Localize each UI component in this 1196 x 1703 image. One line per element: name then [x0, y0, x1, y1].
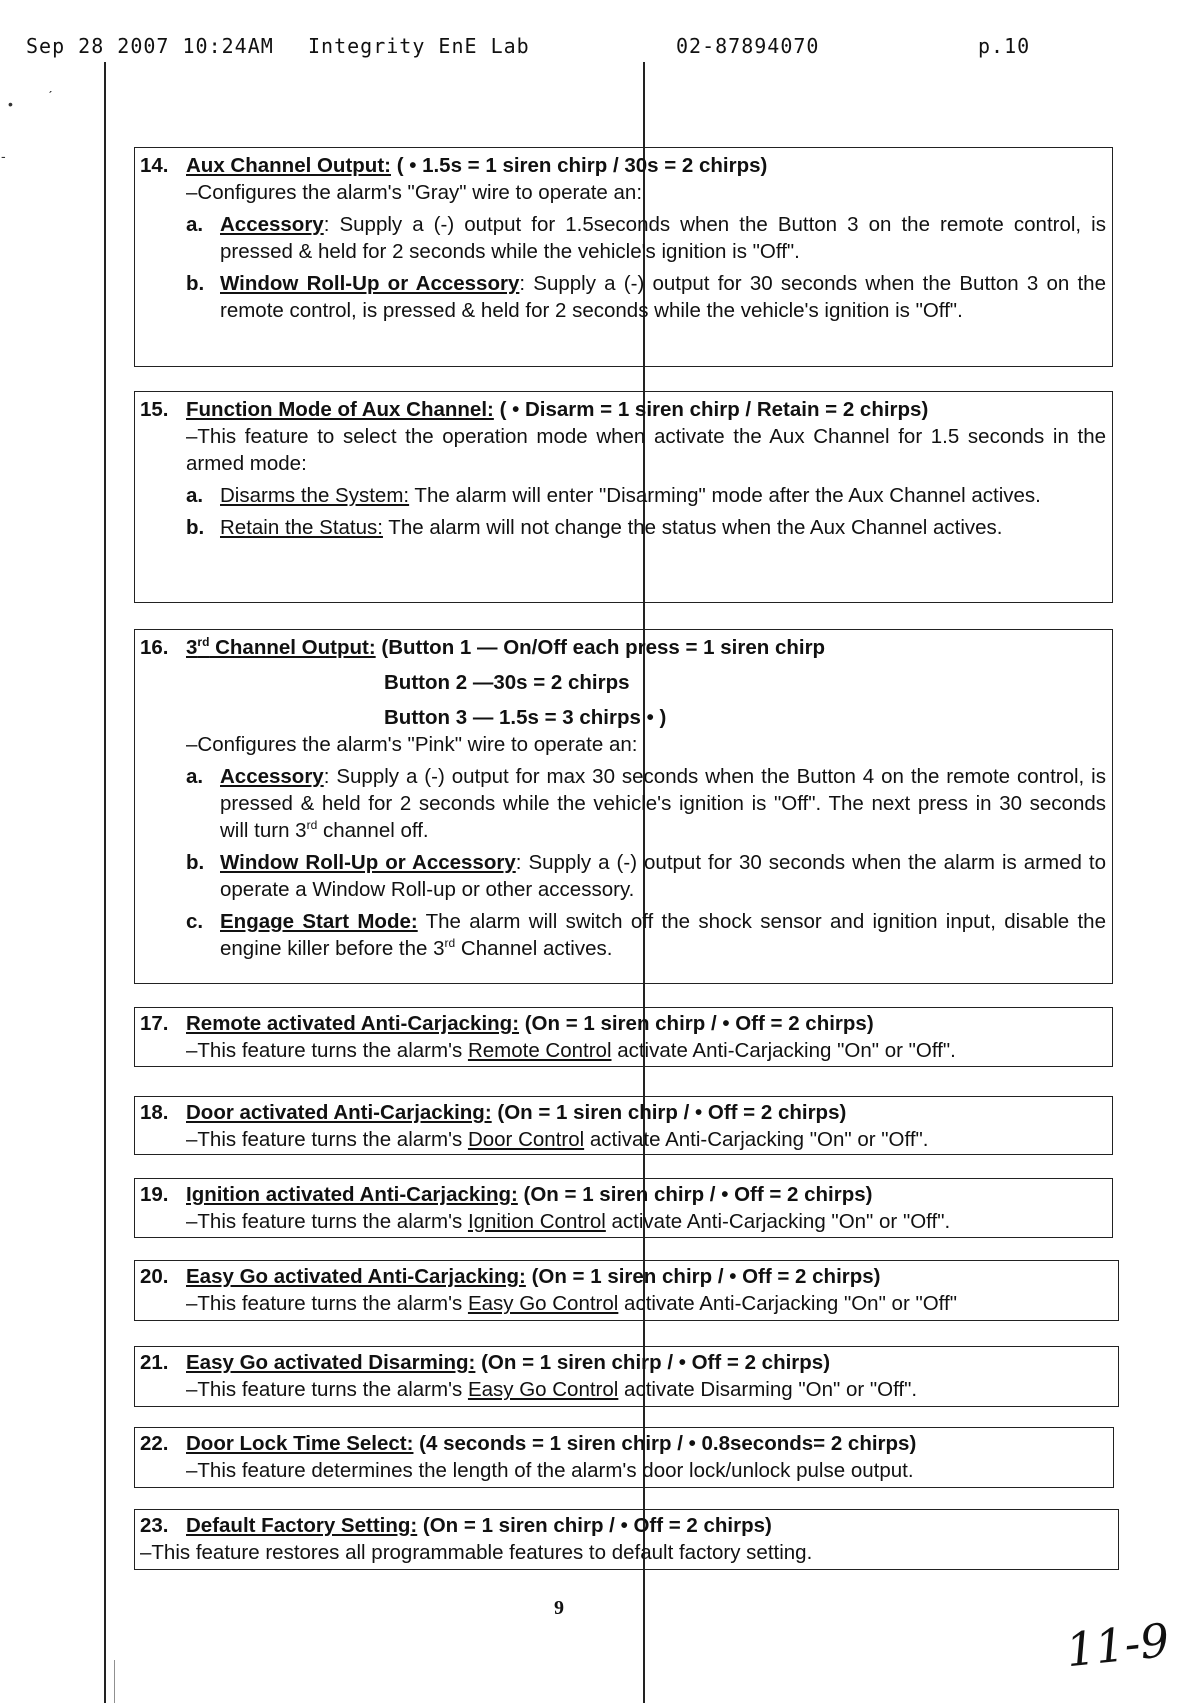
section-22-setting: (4 seconds = 1 siren chirp / • 0.8seconds= 2 chirps) [413, 1432, 917, 1455]
item-text: The alarm will not change the status when the Aux Channel actives. [382, 516, 1003, 539]
item-label: Accessory [220, 213, 324, 236]
item-label: Disarms the System: [220, 484, 410, 507]
section-15-item-a: a. Disarms the System: The alarm will enter "Disarming" mode after the Aux Channel actives. [186, 484, 1041, 507]
section-17-title: Remote activated Anti-Carjacking: [186, 1012, 520, 1035]
section-14-title-row [140, 152, 1106, 179]
section-23: 23. Default Factory Setting: (On = 1 siren chirp / • Off = 2 chirps) –This feature restores all programmable features to default factory setting. [134, 1509, 1119, 1570]
section-16-title-row [140, 634, 1106, 661]
section-19: 19. Ignition activated Anti-Carjacking: (On = 1 siren chirp / • Off = 2 chirps) –This feature turns the alarm's Ignition Control activate Anti-Carjacking "On" or "Off". [134, 1178, 1113, 1238]
section-14-item-a: a. Accessory: Supply a (-) output for 1.5seconds when the Button 3 on the remote control, is pressed & held for 2 seconds while the vehicle's ignition is "Off". [186, 213, 1106, 263]
section-23-description: –This feature restores all programmable features to default factory setting. [140, 1541, 813, 1564]
section-23-setting: (On = 1 siren chirp / • Off = 2 chirps) [417, 1514, 772, 1537]
section-14-description: –Configures the alarm's "Gray" wire to operate an: [186, 181, 643, 204]
item-text: : Supply a (-) output for 30 seconds when the Button 3 on the remote control, is pressed & held for 2 seconds while the vehicle's ignition is "Off". [220, 272, 1106, 322]
scan-speck: - [1, 148, 6, 164]
scan-line-left-faint [114, 1660, 115, 1703]
section-19-setting: (On = 1 siren chirp / • Off = 2 chirps) [517, 1183, 873, 1206]
fax-phone: 02-87894070 [676, 34, 820, 58]
section-16-setting-1: (Button 1 — On/Off each press = 1 siren chirp [381, 636, 826, 659]
section-23-title: Default Factory Setting: [186, 1514, 418, 1537]
item-label: Engage Start Mode: [220, 910, 418, 933]
section-16-description: –Configures the alarm's "Pink" wire to operate an: [186, 733, 638, 756]
section-16-item-b: b. Window Roll-Up or Accessory: Supply a (-) output for 30 seconds when the alarm is armed to operate a Window Roll-up or other accessory. [186, 851, 1106, 901]
fax-sender: Integrity EnE Lab [308, 34, 530, 58]
section-16-setting-2: Button 2 —30s = 2 chirps [384, 671, 630, 694]
fax-page: p.10 [978, 34, 1031, 58]
handwritten-note: 11-9 [1063, 1612, 1172, 1678]
item-text: : Supply a (-) output for 1.5seconds when the Button 3 on the remote control, is pressed & held for 2 seconds while the vehicle's ignition is "Off". [220, 213, 1106, 263]
scan-speck: • [8, 96, 13, 112]
scan-speck: ˊ [48, 88, 53, 104]
section-21-setting: (On = 1 siren chirp / • Off = 2 chirps) [475, 1351, 831, 1374]
section-17-description: –This feature turns the alarm's Remote Control activate Anti-Carjacking "On" or "Off". [186, 1039, 956, 1062]
section-14-item-b: b. Window Roll-Up or Accessory: Supply a (-) output for 30 seconds when the Button 3 on the remote control, is pressed & held for 2 seconds while the vehicle's ignition is "Off". [186, 272, 1106, 322]
section-14 [134, 147, 1113, 367]
item-label: Accessory [220, 765, 324, 788]
section-15-title: Function Mode of Aux Channel: [186, 398, 494, 421]
section-22-description: –This feature determines the length of the alarm's door lock/unlock pulse output. [186, 1459, 914, 1482]
section-18-description: –This feature turns the alarm's Door Control activate Anti-Carjacking "On" or "Off". [186, 1128, 929, 1151]
section-16-setting-3: Button 3 — 1.5s = 3 chirps • ) [384, 706, 667, 729]
section-20-setting: (On = 1 siren chirp / • Off = 2 chirps) [525, 1265, 881, 1288]
section-21-title: Easy Go activated Disarming: [186, 1351, 476, 1374]
section-20-title: Easy Go activated Anti-Carjacking: [186, 1265, 526, 1288]
section-21: 21. Easy Go activated Disarming: (On = 1 siren chirp / • Off = 2 chirps) –This feature turns the alarm's Easy Go Control activate Disarming "On" or "Off". [134, 1346, 1119, 1407]
section-16-item-c: c. Engage Start Mode: The alarm will switch off the shock sensor and ignition input, disable the engine killer before the 3rd Channel actives. [186, 910, 1106, 960]
section-20-description: –This feature turns the alarm's Easy Go Control activate Anti-Carjacking "On" or "Off" [186, 1292, 957, 1315]
item-label: Window Roll-Up or Accessory [220, 851, 516, 874]
section-16-number: 16. [140, 636, 169, 659]
section-16 [134, 629, 1113, 984]
item-label: Retain the Status: [220, 516, 383, 539]
section-15-description: –This feature to select the operation mode when activate the Aux Channel for 1.5 seconds in the armed mode: [186, 425, 1106, 475]
section-20: 20. Easy Go activated Anti-Carjacking: (On = 1 siren chirp / • Off = 2 chirps) –This feature turns the alarm's Easy Go Control activate Anti-Carjacking "On" or "Off" [134, 1260, 1119, 1321]
section-22: 22. Door Lock Time Select: (4 seconds = 1 siren chirp / • 0.8seconds= 2 chirps) –This feature determines the length of the alarm's door lock/unlock pulse output. [134, 1427, 1114, 1488]
page-number: 9 [554, 1597, 564, 1619]
section-15 [134, 391, 1113, 603]
section-17-setting: (On = 1 siren chirp / • Off = 2 chirps) [519, 1012, 874, 1035]
section-17: 17. Remote activated Anti-Carjacking: (On = 1 siren chirp / • Off = 2 chirps) –This feature turns the alarm's Remote Control activate Anti-Carjacking "On" or "Off". [134, 1007, 1113, 1067]
section-15-item-b: b. Retain the Status: The alarm will not change the status when the Aux Channel actives. [186, 516, 1003, 539]
section-15-title-row [140, 396, 1106, 423]
section-21-description: –This feature turns the alarm's Easy Go Control activate Disarming "On" or "Off". [186, 1378, 918, 1401]
section-18-title: Door activated Anti-Carjacking: [186, 1101, 492, 1124]
section-22-title: Door Lock Time Select: [186, 1432, 414, 1455]
scan-line-left [104, 62, 106, 1703]
fax-date-time: Sep 28 2007 10:24AM [26, 34, 274, 58]
item-label: Window Roll-Up or Accessory [220, 272, 520, 295]
section-15-number: 15. [140, 398, 169, 421]
section-19-description: –This feature turns the alarm's Ignition Control activate Anti-Carjacking "On" or "Off". [186, 1210, 951, 1233]
section-18-setting: (On = 1 siren chirp / • Off = 2 chirps) [491, 1101, 847, 1124]
section-15-setting: ( • Disarm = 1 siren chirp / Retain = 2 chirps) [499, 398, 929, 421]
section-14-setting: ( • 1.5s = 1 siren chirp / 30s = 2 chirps) [396, 154, 768, 177]
fax-header [26, 34, 1136, 58]
item-text: The alarm will enter "Disarming" mode after the Aux Channel actives. [409, 484, 1041, 507]
section-16-title: 3rd Channel Output: [186, 635, 376, 659]
section-16-item-a: a. Accessory: Supply a (-) output for max 30 seconds when the Button 4 on the remote control, is pressed & held for 2 seconds while the vehicle's ignition is "Off". The next press in 30 seconds will turn 3rd channel off. [186, 765, 1106, 842]
section-19-title: Ignition activated Anti-Carjacking: [186, 1183, 518, 1206]
section-18: 18. Door activated Anti-Carjacking: (On = 1 siren chirp / • Off = 2 chirps) –This feature turns the alarm's Door Control activate Anti-Carjacking "On" or "Off". [134, 1096, 1113, 1155]
section-14-title: Aux Channel Output: [186, 154, 391, 177]
section-14-number: 14. [140, 154, 169, 177]
